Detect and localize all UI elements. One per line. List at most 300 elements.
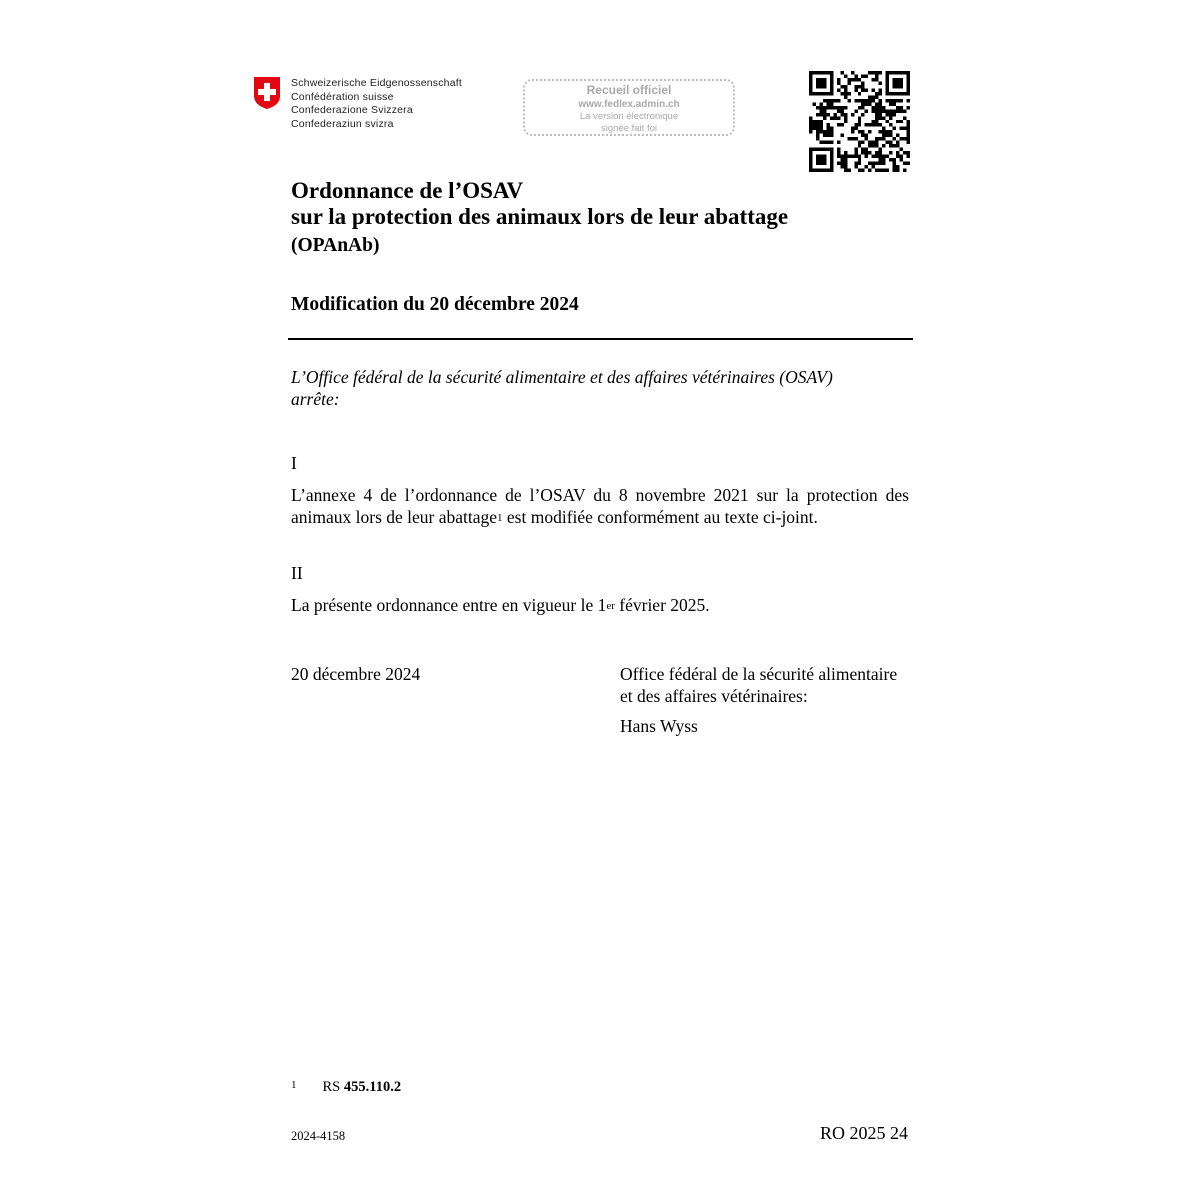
- qr-module: [826, 113, 829, 116]
- qr-module: [865, 151, 868, 154]
- stamp-note-2: signée fait foi: [601, 123, 657, 134]
- qr-module: [840, 158, 843, 161]
- qr-module: [830, 88, 833, 91]
- qr-module: [837, 109, 840, 112]
- qr-module: [903, 151, 906, 154]
- qr-module: [858, 123, 861, 126]
- qr-module: [889, 92, 892, 95]
- office-line-1: Office fédéral de la sécurité alimentaire: [620, 664, 898, 684]
- qr-module: [830, 71, 833, 74]
- document-number: 2024-4158: [291, 1129, 346, 1143]
- qr-module: [882, 134, 885, 137]
- qr-module: [840, 113, 843, 116]
- footnote-reference[interactable]: 1: [497, 512, 503, 524]
- qr-module: [900, 92, 903, 95]
- qr-module: [879, 123, 882, 126]
- qr-module: [882, 130, 885, 133]
- qr-module: [826, 92, 829, 95]
- qr-module: [809, 158, 812, 161]
- office-line-2: et des affaires vétérinaires:: [620, 686, 808, 706]
- qr-module: [851, 127, 854, 130]
- qr-module: [872, 120, 875, 123]
- qr-module: [907, 92, 910, 95]
- qr-module: [819, 92, 822, 95]
- section-1-text: [291, 484, 909, 528]
- footnote-text: [323, 1079, 402, 1095]
- footnote-prefix: RS: [322, 1079, 344, 1095]
- qr-module: [886, 109, 889, 112]
- qr-module: [819, 81, 822, 84]
- qr-module: [819, 120, 822, 123]
- qr-module: [816, 85, 819, 88]
- qr-module: [865, 74, 868, 77]
- qr-module: [851, 71, 854, 74]
- qr-module: [889, 134, 892, 137]
- qr-module: [809, 78, 812, 81]
- qr-module: [889, 99, 892, 102]
- section-2-text-end: février 2025.: [614, 595, 710, 615]
- qr-module: [809, 92, 812, 95]
- qr-module: [819, 123, 822, 126]
- qr-module: [879, 99, 882, 102]
- qr-module: [809, 127, 812, 130]
- qr-module: [882, 127, 885, 130]
- qr-module: [893, 99, 896, 102]
- qr-module: [893, 127, 896, 130]
- qr-module: [826, 127, 829, 130]
- qr-module: [861, 74, 864, 77]
- qr-module: [868, 123, 871, 126]
- qr-module: [875, 92, 878, 95]
- qr-module: [886, 113, 889, 116]
- qr-module: [865, 148, 868, 151]
- qr-module: [819, 109, 822, 112]
- qr-module: [830, 92, 833, 95]
- qr-module: [823, 141, 826, 144]
- qr-module: [809, 169, 812, 172]
- qr-module: [861, 102, 864, 105]
- qr-module: [893, 102, 896, 105]
- qr-module: [819, 127, 822, 130]
- qr-module: [830, 78, 833, 81]
- qr-module: [896, 169, 899, 172]
- qr-module: [844, 169, 847, 172]
- qr-module: [854, 85, 857, 88]
- qr-module: [844, 106, 847, 109]
- qr-module: [879, 130, 882, 133]
- qr-module: [889, 158, 892, 161]
- qr-module: [879, 92, 882, 95]
- qr-module: [900, 127, 903, 130]
- qr-module: [823, 130, 826, 133]
- qr-module: [889, 141, 892, 144]
- qr-module: [816, 162, 819, 165]
- qr-module: [837, 123, 840, 126]
- qr-module: [826, 169, 829, 172]
- qr-module: [837, 151, 840, 154]
- qr-module: [865, 99, 868, 102]
- qr-module: [896, 71, 899, 74]
- qr-module: [886, 81, 889, 84]
- qr-module: [816, 81, 819, 84]
- qr-module: [844, 74, 847, 77]
- qr-module: [875, 71, 878, 74]
- qr-module: [823, 134, 826, 137]
- qr-module: [854, 151, 857, 154]
- footnote-number: 1: [291, 1079, 297, 1091]
- qr-module: [882, 109, 885, 112]
- qr-module: [875, 162, 878, 165]
- qr-module: [861, 148, 864, 151]
- qr-module: [830, 74, 833, 77]
- qr-module: [819, 106, 822, 109]
- qr-module: [900, 158, 903, 161]
- qr-module: [847, 169, 850, 172]
- qr-module: [889, 151, 892, 154]
- qr-module: [868, 71, 871, 74]
- footnote-reference-link[interactable]: 455.110.2: [343, 1079, 402, 1095]
- qr-module: [893, 113, 896, 116]
- qr-module: [865, 102, 868, 105]
- qr-module: [868, 130, 871, 133]
- qr-module: [872, 165, 875, 168]
- qr-module: [872, 141, 875, 144]
- qr-module: [830, 155, 833, 158]
- qr-module: [844, 88, 847, 91]
- qr-module: [875, 137, 878, 140]
- qr-module: [893, 169, 896, 172]
- qr-module: [861, 169, 864, 172]
- qr-module: [830, 169, 833, 172]
- qr-module: [886, 74, 889, 77]
- qr-module: [858, 141, 861, 144]
- confederation-line-de: Schweizerische Eidgenossenschaft: [291, 77, 462, 89]
- qr-module: [847, 137, 850, 140]
- qr-module: [893, 92, 896, 95]
- preamble-line-1: L’Office fédéral de la sécurité alimentaire et des affaires vétérinaires (OSAV): [291, 367, 833, 387]
- qr-module: [816, 134, 819, 137]
- qr-module: [847, 78, 850, 81]
- qr-module: [833, 99, 836, 102]
- qr-module: [833, 113, 836, 116]
- document-title: [291, 178, 788, 230]
- qr-module: [879, 81, 882, 84]
- qr-module: [872, 162, 875, 165]
- qr-module: [823, 99, 826, 102]
- qr-module: [812, 102, 815, 105]
- qr-module: [886, 88, 889, 91]
- qr-module: [879, 102, 882, 105]
- qr-module: [893, 144, 896, 147]
- qr-module: [886, 78, 889, 81]
- stamp-note-1: La version électronique: [579, 111, 679, 122]
- qr-module: [823, 113, 826, 116]
- preamble: [291, 366, 911, 410]
- qr-module: [886, 85, 889, 88]
- qr-module: [868, 102, 871, 105]
- qr-module: [889, 144, 892, 147]
- qr-module: [896, 144, 899, 147]
- qr-module: [882, 162, 885, 165]
- qr-module: [833, 106, 836, 109]
- qr-module: [903, 162, 906, 165]
- qr-module: [851, 78, 854, 81]
- qr-module: [875, 151, 878, 154]
- qr-module: [844, 113, 847, 116]
- qr-module: [861, 85, 864, 88]
- qr-module: [837, 141, 840, 144]
- qr-module: [889, 123, 892, 126]
- qr-module: [872, 99, 875, 102]
- qr-module: [837, 116, 840, 119]
- qr-module: [868, 144, 871, 147]
- qr-module: [837, 162, 840, 165]
- qr-module: [893, 85, 896, 88]
- qr-module: [903, 92, 906, 95]
- qr-module: [816, 155, 819, 158]
- qr-module: [844, 92, 847, 95]
- qr-module: [826, 106, 829, 109]
- qr-module: [900, 120, 903, 123]
- qr-module: [886, 134, 889, 137]
- qr-module: [900, 155, 903, 158]
- qr-module: [872, 155, 875, 158]
- qr-module: [879, 106, 882, 109]
- qr-module: [879, 109, 882, 112]
- qr-module: [872, 88, 875, 91]
- qr-module: [837, 78, 840, 81]
- qr-module: [868, 95, 871, 98]
- qr-module: [886, 130, 889, 133]
- qr-module: [907, 141, 910, 144]
- qr-module: [816, 148, 819, 151]
- qr-module: [816, 130, 819, 133]
- qr-module: [840, 85, 843, 88]
- qr-module: [861, 113, 864, 116]
- qr-module: [868, 99, 871, 102]
- qr-module: [844, 120, 847, 123]
- qr-module: [879, 113, 882, 116]
- qr-module: [819, 162, 822, 165]
- qr-module: [823, 85, 826, 88]
- qr-module: [858, 106, 861, 109]
- qr-module: [812, 127, 815, 130]
- qr-module: [826, 99, 829, 102]
- qr-module: [816, 169, 819, 172]
- qr-module: [823, 169, 826, 172]
- qr-module: [816, 71, 819, 74]
- qr-module: [854, 148, 857, 151]
- qr-module: [830, 102, 833, 105]
- qr-module: [861, 88, 864, 91]
- qr-module: [900, 99, 903, 102]
- qr-module: [830, 99, 833, 102]
- qr-module: [837, 155, 840, 158]
- qr-module: [882, 158, 885, 161]
- qr-module: [896, 155, 899, 158]
- qr-module: [868, 151, 871, 154]
- qr-module: [844, 116, 847, 119]
- qr-module: [816, 137, 819, 140]
- qr-module: [812, 120, 815, 123]
- qr-module: [875, 78, 878, 81]
- qr-module: [879, 162, 882, 165]
- qr-module: [826, 134, 829, 137]
- qr-module: [900, 78, 903, 81]
- qr-module: [823, 162, 826, 165]
- title-line-1: Ordonnance de l’OSAV: [291, 178, 524, 203]
- qr-module: [816, 113, 819, 116]
- qr-module: [858, 144, 861, 147]
- qr-module: [844, 95, 847, 98]
- qr-module: [865, 123, 868, 126]
- qr-module: [861, 141, 864, 144]
- qr-module: [879, 158, 882, 161]
- qr-module: [896, 81, 899, 84]
- signing-office: [620, 663, 920, 707]
- qr-module: [896, 120, 899, 123]
- qr-module: [875, 120, 878, 123]
- qr-module: [907, 120, 910, 123]
- qr-module: [830, 106, 833, 109]
- qr-module: [875, 74, 878, 77]
- title-abbreviation: (OPAnAb): [291, 235, 380, 256]
- qr-module: [900, 106, 903, 109]
- qr-module: [844, 162, 847, 165]
- qr-module: [830, 130, 833, 133]
- qr-module: [896, 151, 899, 154]
- confederation-names: [291, 77, 462, 131]
- qr-module: [858, 155, 861, 158]
- qr-module: [861, 106, 864, 109]
- qr-module: [833, 116, 836, 119]
- qr-module: [847, 92, 850, 95]
- qr-module: [823, 106, 826, 109]
- qr-module: [858, 78, 861, 81]
- qr-module: [840, 123, 843, 126]
- qr-module: [865, 165, 868, 168]
- qr-module: [875, 141, 878, 144]
- qr-module: [854, 165, 857, 168]
- qr-module: [854, 88, 857, 91]
- qr-module: [886, 169, 889, 172]
- qr-module: [826, 130, 829, 133]
- qr-module: [907, 137, 910, 140]
- qr-module: [907, 134, 910, 137]
- qr-module: [809, 116, 812, 119]
- qr-module: [882, 144, 885, 147]
- qr-code-icon: [809, 71, 910, 172]
- qr-module: [875, 123, 878, 126]
- qr-module: [830, 151, 833, 154]
- qr-module: [886, 120, 889, 123]
- preamble-line-2: arrête:: [291, 389, 340, 409]
- qr-module: [854, 162, 857, 165]
- qr-module: [823, 155, 826, 158]
- footnote: [291, 1079, 401, 1096]
- qr-module: [896, 92, 899, 95]
- qr-module: [861, 134, 864, 137]
- qr-module: [893, 78, 896, 81]
- qr-module: [900, 137, 903, 140]
- qr-module: [893, 109, 896, 112]
- qr-module: [879, 71, 882, 74]
- qr-module: [840, 106, 843, 109]
- qr-module: [907, 106, 910, 109]
- qr-module: [809, 88, 812, 91]
- qr-module: [809, 162, 812, 165]
- qr-module: [875, 144, 878, 147]
- qr-module: [900, 81, 903, 84]
- title-divider: [288, 338, 913, 340]
- qr-module: [900, 71, 903, 74]
- qr-module: [907, 127, 910, 130]
- qr-module: [844, 155, 847, 158]
- qr-module: [889, 102, 892, 105]
- qr-module: [840, 134, 843, 137]
- section-1-line-2-end: est modifiée conformément au texte ci-joint.: [502, 507, 818, 527]
- qr-module: [823, 92, 826, 95]
- qr-module: [879, 137, 882, 140]
- qr-module: [907, 81, 910, 84]
- qr-module: [854, 109, 857, 112]
- qr-module: [893, 165, 896, 168]
- qr-module: [837, 148, 840, 151]
- qr-module: [907, 162, 910, 165]
- qr-module: [816, 92, 819, 95]
- qr-module: [882, 116, 885, 119]
- qr-module: [896, 78, 899, 81]
- qr-module: [809, 81, 812, 84]
- qr-module: [865, 134, 868, 137]
- qr-module: [886, 92, 889, 95]
- qr-module: [886, 155, 889, 158]
- qr-module: [865, 88, 868, 91]
- qr-module: [893, 162, 896, 165]
- qr-module: [903, 71, 906, 74]
- qr-module: [882, 155, 885, 158]
- qr-module: [812, 123, 815, 126]
- qr-module: [819, 141, 822, 144]
- qr-module: [816, 120, 819, 123]
- qr-module: [875, 102, 878, 105]
- qr-module: [809, 151, 812, 154]
- qr-module: [882, 169, 885, 172]
- qr-module: [840, 92, 843, 95]
- qr-module: [896, 134, 899, 137]
- qr-module: [809, 74, 812, 77]
- qr-module: [819, 158, 822, 161]
- qr-module: [819, 102, 822, 105]
- section-heading-2: II: [291, 563, 303, 583]
- qr-module: [872, 106, 875, 109]
- qr-module: [903, 116, 906, 119]
- qr-module: [826, 123, 829, 126]
- qr-module: [889, 71, 892, 74]
- qr-module: [875, 109, 878, 112]
- signature-date: 20 décembre 2024: [291, 664, 421, 684]
- qr-module: [886, 71, 889, 74]
- qr-module: [868, 162, 871, 165]
- qr-module: [896, 85, 899, 88]
- qr-module: [872, 109, 875, 112]
- qr-module: [816, 123, 819, 126]
- qr-module: [893, 137, 896, 140]
- qr-module: [896, 141, 899, 144]
- qr-module: [889, 130, 892, 133]
- qr-module: [819, 148, 822, 151]
- qr-module: [851, 137, 854, 140]
